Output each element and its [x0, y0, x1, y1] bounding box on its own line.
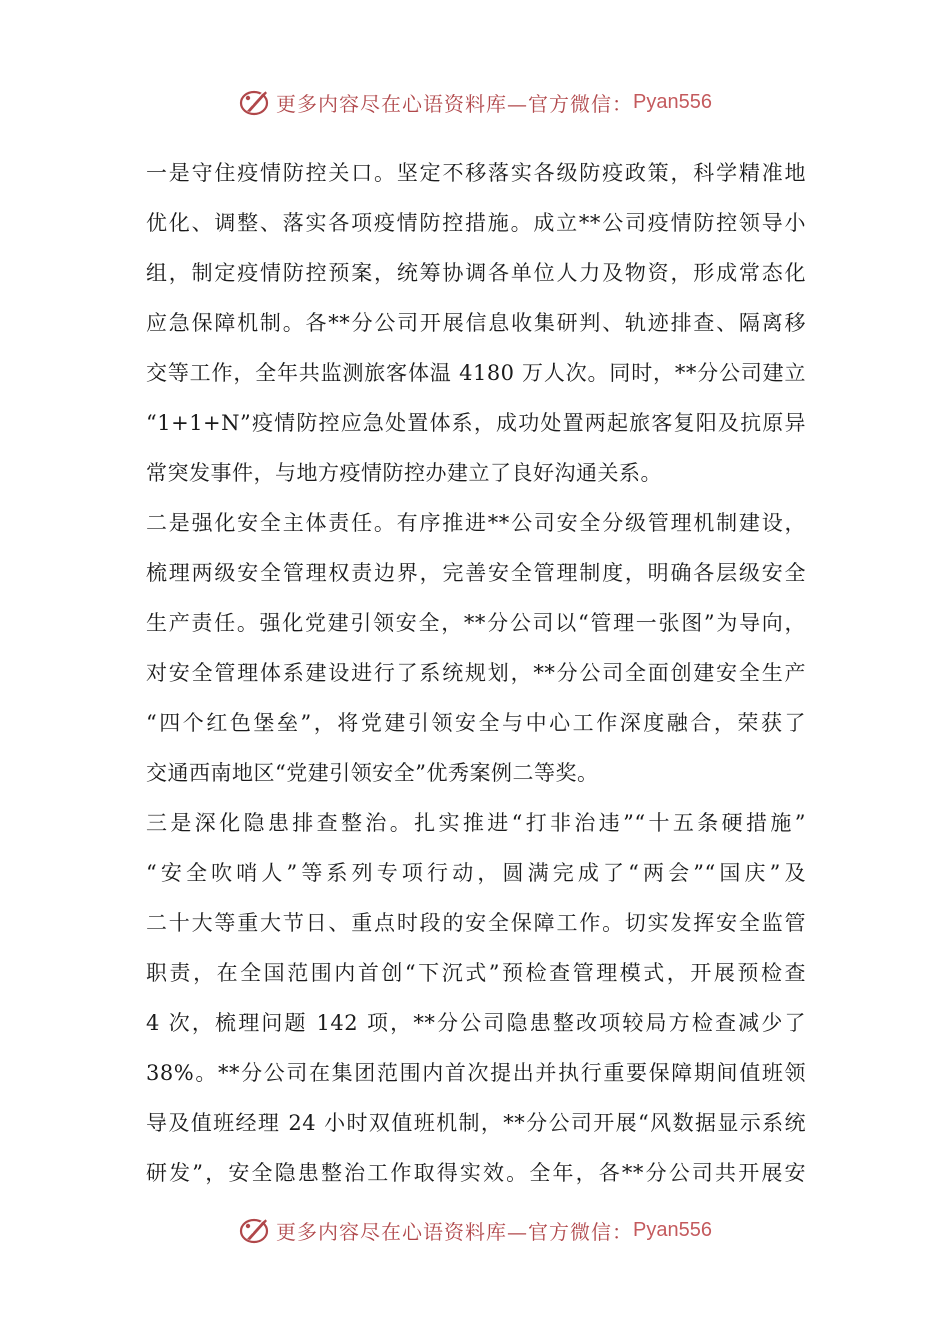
- text-line: 研发”，安全隐患整治工作取得实效。全年，各**分公司共开展安: [146, 1161, 806, 1185]
- text-line: 常突发事件，与地方疫情防控办建立了良好沟通关系。: [146, 461, 662, 485]
- watermark-banner-top: [0, 82, 950, 122]
- text-line: 梳理两级安全管理权责边界，完善安全管理制度，明确各层级安全: [146, 561, 806, 585]
- watermark-banner-bottom: [0, 1210, 950, 1250]
- text-line: 生产责任。强化党建引领安全，**分公司以“管理一张图”为导向，: [146, 611, 806, 635]
- quill-circle-icon: [238, 85, 272, 119]
- text-line: 应急保障机制。各**分公司开展信息收集研判、轨迹排查、隔离移: [146, 311, 806, 335]
- text-line: “四个红色堡垒”，将党建引领安全与中心工作深度融合，荣获了: [146, 711, 806, 735]
- text-line: 三是深化隐患排查整治。扎实推进“打非治违”“十五条硬措施”: [146, 811, 806, 835]
- watermark-text: 更多内容尽在心语资料库—官方微信：: [276, 91, 634, 116]
- paragraph: [146, 798, 806, 1198]
- text-line: 4 次，梳理问题 142 项，**分公司隐患整改项较局方检查减少了: [146, 1011, 806, 1035]
- text-line: 二十大等重大节日、重点时段的安全保障工作。切实发挥安全监管: [146, 911, 806, 935]
- watermark-wechat-id: Pyan556: [633, 90, 712, 113]
- paragraph: [146, 498, 806, 798]
- document-body: [146, 148, 806, 1198]
- text-line: 二是强化安全主体责任。有序推进**公司安全分级管理机制建设，: [146, 511, 806, 535]
- quill-circle-icon: [238, 1213, 272, 1247]
- text-line: 组，制定疫情防控预案，统筹协调各单位人力及物资，形成常态化: [146, 261, 806, 285]
- paragraph: [146, 148, 806, 498]
- text-line: 优化、调整、落实各项疫情防控措施。成立**公司疫情防控领导小: [146, 211, 806, 235]
- text-line: “安全吹哨人”等系列专项行动，圆满完成了“两会”“国庆”及: [146, 861, 806, 885]
- text-line: 职责，在全国范围内首创“下沉式”预检查管理模式，开展预检查: [146, 961, 806, 985]
- text-line: 一是守住疫情防控关口。坚定不移落实各级防疫政策，科学精准地: [146, 161, 806, 185]
- text-line: 交通西南地区“党建引领安全”优秀案例二等奖。: [146, 761, 599, 785]
- text-line: 对安全管理体系建设进行了系统规划，**分公司全面创建安全生产: [146, 661, 806, 685]
- text-line: 导及值班经理 24 小时双值班机制，**分公司开展“风数据显示系统: [146, 1111, 806, 1135]
- text-line: “1+1+N”疫情防控应急处置体系，成功处置两起旅客复阳及抗原异: [146, 411, 806, 435]
- watermark-text: 更多内容尽在心语资料库—官方微信：: [276, 1219, 634, 1244]
- text-line: 38%。**分公司在集团范围内首次提出并执行重要保障期间值班领: [146, 1061, 806, 1085]
- watermark-wechat-id: Pyan556: [633, 1218, 712, 1241]
- text-line: 交等工作，全年共监测旅客体温 4180 万人次。同时，**分公司建立: [146, 361, 806, 385]
